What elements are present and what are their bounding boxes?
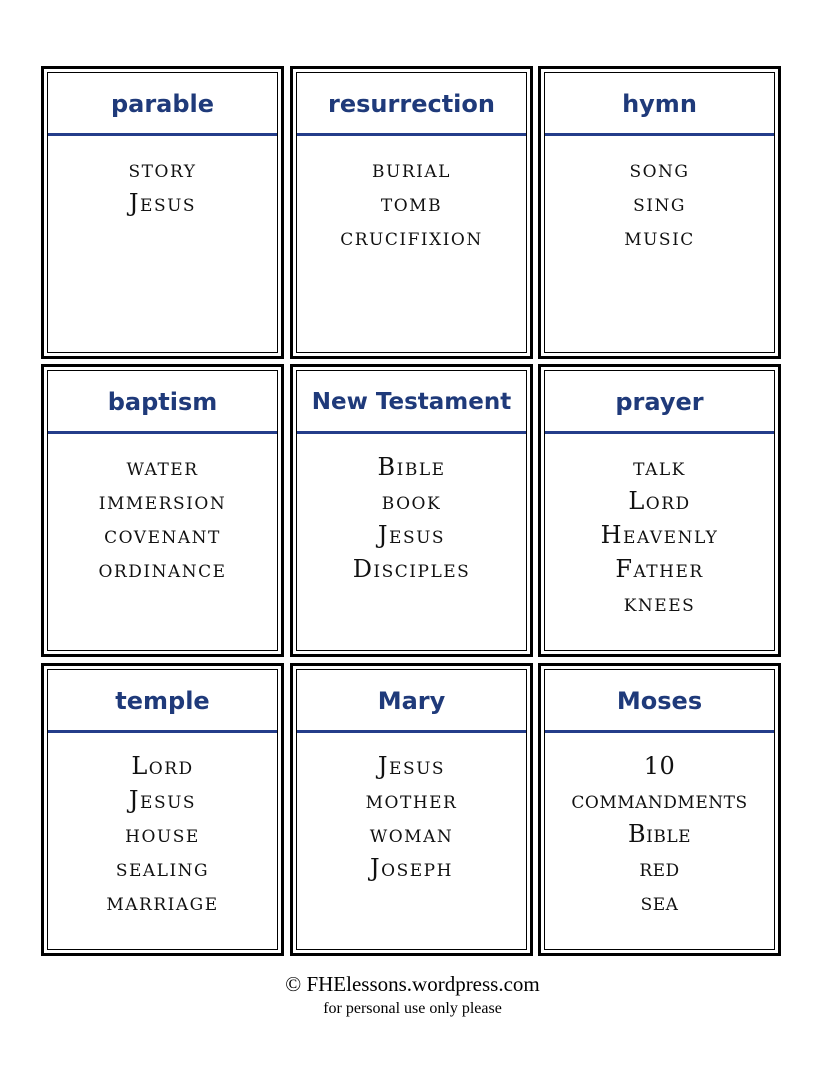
card-word-list: [297, 434, 526, 586]
card-word: Bible: [627, 820, 692, 848]
card-word: music: [624, 223, 695, 251]
card-frame: [544, 72, 775, 353]
card-frame: [47, 72, 278, 353]
card-word: Lord: [628, 487, 691, 515]
card-title: prayer: [615, 388, 704, 416]
card-word: sing: [633, 189, 686, 217]
card-temple: [41, 663, 284, 956]
card-word: sealing: [115, 854, 210, 882]
card-word-list: [297, 136, 526, 254]
card-frame: [544, 669, 775, 950]
card-word: Heavenly: [600, 521, 719, 549]
card-word-list: [48, 136, 277, 220]
card-word: ordinance: [98, 555, 227, 583]
card-title: Moses: [616, 687, 703, 715]
card-word: Joseph: [370, 854, 453, 882]
card-word: Jesus: [377, 752, 446, 780]
card-mary: [290, 663, 533, 956]
card-frame: [296, 72, 527, 353]
card-word: red: [639, 854, 680, 882]
card-title: hymn: [622, 90, 697, 118]
card-baptism: [41, 364, 284, 657]
card-word: crucifixion: [340, 223, 483, 251]
card-word-list: [545, 136, 774, 254]
copyright-notice: © FHElessons.wordpress.com: [285, 972, 540, 996]
card-word: knees: [623, 589, 696, 617]
card-word: marriage: [106, 888, 219, 916]
card-word: talk: [633, 453, 686, 481]
card-title: baptism: [107, 388, 218, 416]
card-word: Jesus: [128, 786, 197, 814]
card-word: woman: [369, 820, 454, 848]
card-word: story: [128, 155, 197, 183]
card-title: parable: [110, 90, 215, 118]
card-word: house: [125, 820, 200, 848]
card-parable: [41, 66, 284, 359]
card-new-testament: [290, 364, 533, 657]
card-title: resurrection: [328, 90, 495, 118]
card-word: mother: [365, 786, 458, 814]
card-frame: [296, 370, 527, 651]
card-title: New Testament: [311, 389, 512, 415]
card-word: tomb: [380, 189, 443, 217]
usage-note: for personal use only please: [323, 1000, 502, 1017]
card-word: commandments: [571, 786, 748, 814]
card-word: sea: [640, 888, 679, 916]
card-word: Disciples: [352, 555, 471, 583]
card-word-list: [48, 733, 277, 919]
card-resurrection: [290, 66, 533, 359]
card-word: 10: [643, 752, 676, 780]
card-sheet: [41, 66, 786, 960]
card-word: Jesus: [128, 189, 197, 217]
card-word-list: [48, 434, 277, 586]
card-frame: [47, 370, 278, 651]
card-title: temple: [115, 687, 210, 715]
card-word: Bible: [377, 453, 446, 481]
card-word: immersion: [98, 487, 227, 515]
card-moses: [538, 663, 781, 956]
card-frame: [544, 370, 775, 651]
card-word-list: [545, 434, 774, 620]
card-title: Mary: [377, 687, 446, 715]
card-frame: [296, 669, 527, 950]
card-word: Father: [615, 555, 704, 583]
card-hymn: [538, 66, 781, 359]
card-prayer: [538, 364, 781, 657]
card-word: water: [126, 453, 199, 481]
card-word: book: [381, 487, 442, 515]
card-word-list: [545, 733, 774, 919]
card-word: song: [629, 155, 690, 183]
card-frame: [47, 669, 278, 950]
card-word: Lord: [131, 752, 194, 780]
card-word: Jesus: [377, 521, 446, 549]
card-word: covenant: [104, 521, 221, 549]
card-word: burial: [372, 155, 451, 183]
card-word-list: [297, 733, 526, 885]
